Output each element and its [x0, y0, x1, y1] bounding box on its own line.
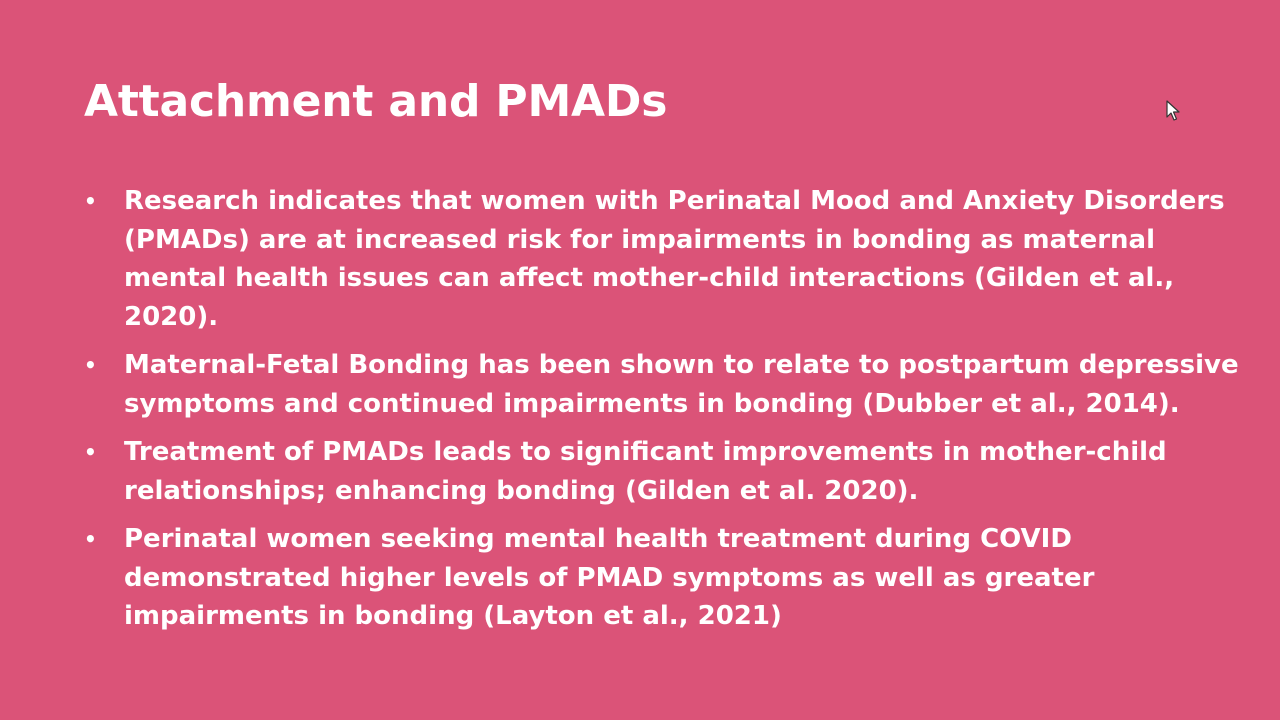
mouse-pointer-icon [1166, 100, 1180, 122]
bullet-marker: • [84, 440, 97, 464]
bullet-text: Perinatal women seeking mental health treatment during COVID demonstrated higher levels of PMAD symptoms as well as greater impairments in bonding (Layton et al., 2021) [124, 524, 1095, 631]
bullet-marker: • [84, 527, 97, 551]
bullet-item [84, 520, 1244, 636]
bullet-item [84, 346, 1244, 423]
slide-title: Attachment and PMADs [84, 76, 668, 127]
bullet-text: Research indicates that women with Perinatal Mood and Anxiety Disorders (PMADs) are at increased risk for impairments in bonding as maternal mental health issues can affect mother-child interactions (Gilden et al., 2020). [124, 186, 1225, 332]
bullet-item [84, 433, 1244, 510]
bullet-text: Treatment of PMADs leads to significant improvements in mother-child relationships; enhancing bonding (Gilden et al. 2020). [124, 437, 1167, 506]
bullet-item [84, 182, 1244, 336]
bullet-marker: • [84, 353, 97, 377]
bullet-marker: • [84, 189, 97, 213]
bullet-text: Maternal-Fetal Bonding has been shown to relate to postpartum depressive symptoms and continued impairments in bonding (Dubber et al., 2014). [124, 350, 1239, 419]
bullet-list [84, 182, 1244, 646]
